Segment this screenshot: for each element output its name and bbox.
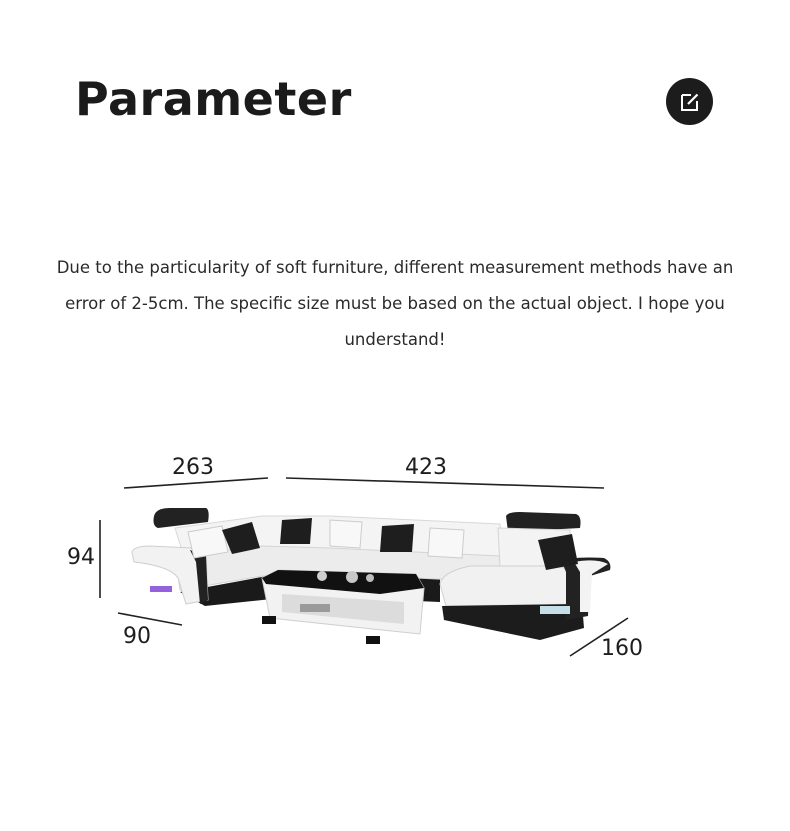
measurement-note: Due to the particularity of soft furniture, different measurement methods have an error of 2-5cm. The specific size must be based on the actual object. I hope you understand! bbox=[56, 258, 734, 349]
sofa-image bbox=[132, 508, 610, 644]
page-title: Parameter bbox=[75, 72, 352, 126]
dim-label-chaise-depth: 160 bbox=[601, 636, 643, 661]
dim-label-left-width: 263 bbox=[172, 455, 214, 480]
dim-label-height: 94 bbox=[67, 545, 95, 570]
dim-label-main-width: 423 bbox=[405, 455, 447, 480]
dim-label-depth: 90 bbox=[123, 624, 151, 649]
